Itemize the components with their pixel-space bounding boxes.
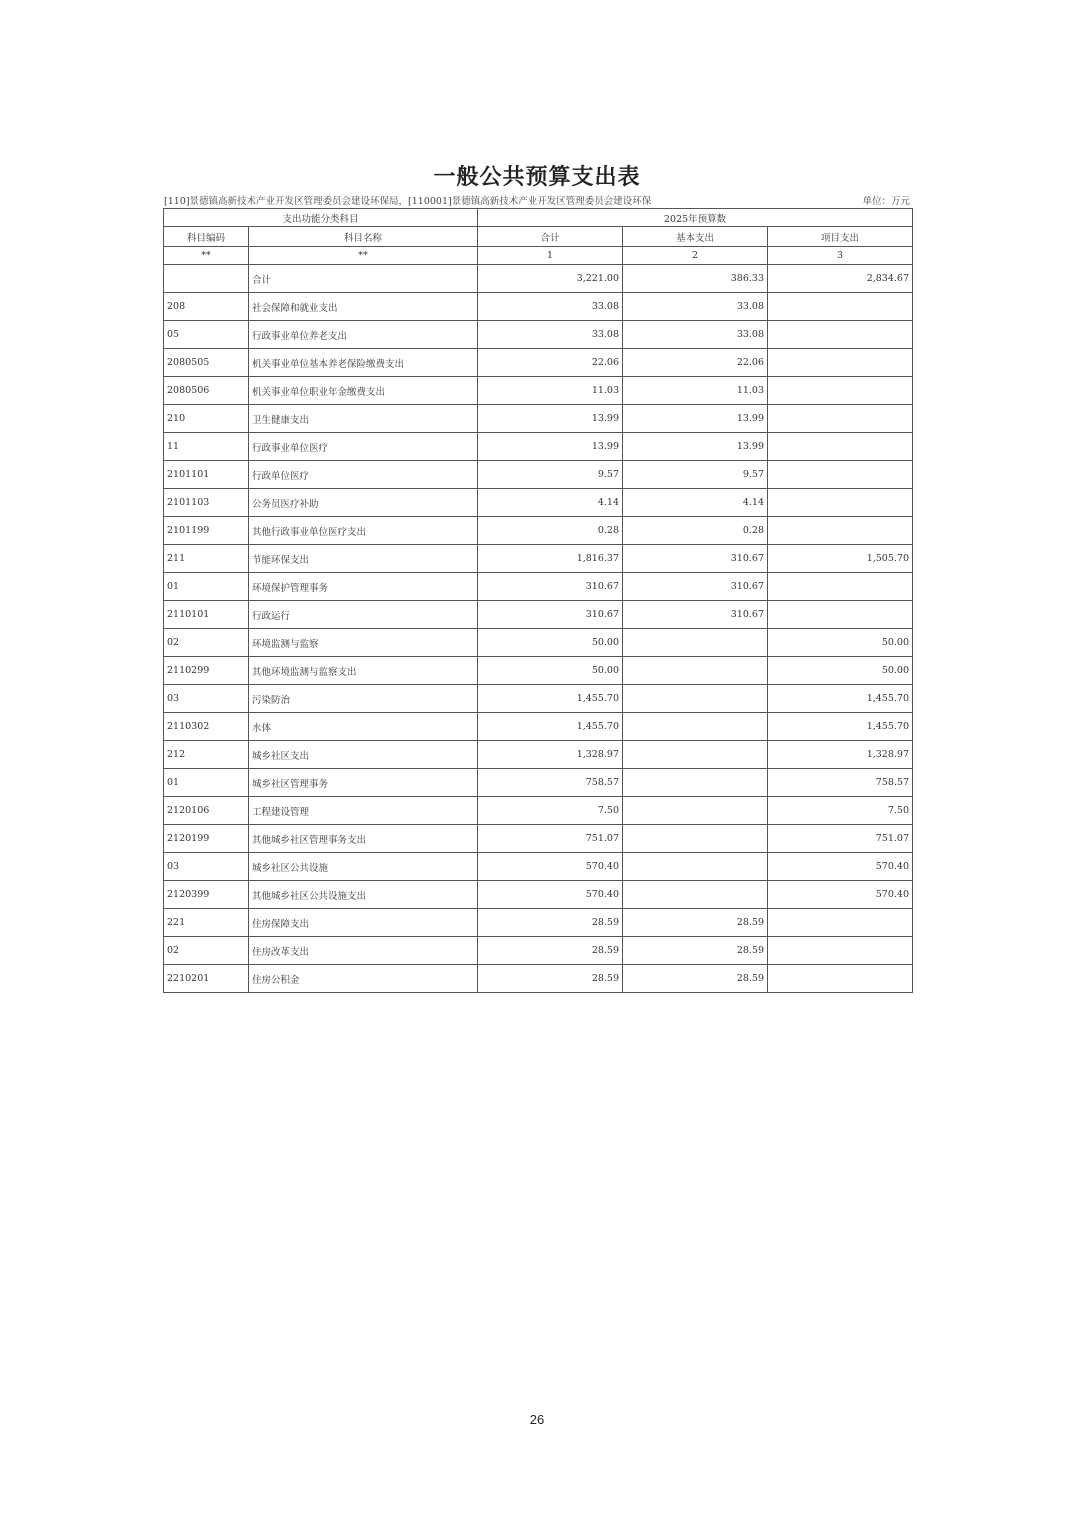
budget-expenditure-table xyxy=(163,208,913,993)
code-cell: 03 xyxy=(164,853,249,881)
code-cell: 2120399 xyxy=(164,881,249,909)
basic-cell xyxy=(623,657,768,685)
table-row xyxy=(164,937,913,965)
name-cell: 节能环保支出 xyxy=(249,545,478,573)
total-cell: 0.28 xyxy=(478,517,623,545)
total-cell: 310.67 xyxy=(478,601,623,629)
unit-label: 单位：万元 xyxy=(862,196,910,207)
name-cell: 合计 xyxy=(249,265,478,293)
name-cell: 社会保障和就业支出 xyxy=(249,293,478,321)
project-cell xyxy=(768,573,913,601)
total-cell: 33.08 xyxy=(478,321,623,349)
basic-cell: 310.67 xyxy=(623,545,768,573)
name-cell: 机关事业单位职业年金缴费支出 xyxy=(249,377,478,405)
table-row xyxy=(164,685,913,713)
total-cell: 13.99 xyxy=(478,433,623,461)
table-row xyxy=(164,825,913,853)
basic-cell: 28.59 xyxy=(623,909,768,937)
header-group-functional-classification: 支出功能分类科目 xyxy=(164,209,478,227)
project-cell xyxy=(768,965,913,993)
basic-cell: 22.06 xyxy=(623,349,768,377)
table-row xyxy=(164,965,913,993)
total-cell: 570.40 xyxy=(478,853,623,881)
header-name: 科目名称 xyxy=(249,227,478,247)
code-cell: 02 xyxy=(164,629,249,657)
code-cell: 01 xyxy=(164,769,249,797)
basic-cell: 0.28 xyxy=(623,517,768,545)
name-cell: 行政事业单位养老支出 xyxy=(249,321,478,349)
total-cell: 50.00 xyxy=(478,657,623,685)
project-cell xyxy=(768,433,913,461)
basic-cell: 386.33 xyxy=(623,265,768,293)
total-cell: 4.14 xyxy=(478,489,623,517)
total-cell: 758.57 xyxy=(478,769,623,797)
name-cell: 机关事业单位基本养老保险缴费支出 xyxy=(249,349,478,377)
name-cell: 其他城乡社区管理事务支出 xyxy=(249,825,478,853)
page-title: 一般公共预算支出表 xyxy=(433,164,641,190)
basic-cell xyxy=(623,853,768,881)
basic-cell: 310.67 xyxy=(623,601,768,629)
total-cell: 28.59 xyxy=(478,937,623,965)
name-cell: 卫生健康支出 xyxy=(249,405,478,433)
project-cell xyxy=(768,321,913,349)
basic-cell: 28.59 xyxy=(623,937,768,965)
code-cell: 212 xyxy=(164,741,249,769)
code-cell: 03 xyxy=(164,685,249,713)
name-cell: 污染防治 xyxy=(249,685,478,713)
table-row xyxy=(164,433,913,461)
project-cell: 50.00 xyxy=(768,629,913,657)
code-cell: 208 xyxy=(164,293,249,321)
header-code: 科目编码 xyxy=(164,227,249,247)
total-cell: 9.57 xyxy=(478,461,623,489)
code-cell: 2110302 xyxy=(164,713,249,741)
table-row xyxy=(164,657,913,685)
basic-cell: 13.99 xyxy=(623,405,768,433)
code-cell: 210 xyxy=(164,405,249,433)
table-row xyxy=(164,629,913,657)
basic-cell: 11.03 xyxy=(623,377,768,405)
table-row xyxy=(164,853,913,881)
organization-label: [110]景德镇高新技术产业开发区管理委员会建设环保局，[110001]景德镇高新技术产业开发区管理委员会建设环保 xyxy=(164,196,652,207)
header-column-row xyxy=(164,227,913,247)
table-row xyxy=(164,405,913,433)
project-cell xyxy=(768,909,913,937)
header-group-row xyxy=(164,209,913,227)
project-cell xyxy=(768,937,913,965)
table-row xyxy=(164,713,913,741)
header-basic: 基本支出 xyxy=(623,227,768,247)
table-row xyxy=(164,909,913,937)
name-cell: 环境保护管理事务 xyxy=(249,573,478,601)
total-cell: 1,455.70 xyxy=(478,685,623,713)
code-cell: 2101101 xyxy=(164,461,249,489)
project-cell xyxy=(768,377,913,405)
table-row xyxy=(164,349,913,377)
project-cell: 751.07 xyxy=(768,825,913,853)
project-cell: 1,455.70 xyxy=(768,685,913,713)
total-cell: 50.00 xyxy=(478,629,623,657)
basic-cell: 9.57 xyxy=(623,461,768,489)
code-cell: 2110101 xyxy=(164,601,249,629)
table-row xyxy=(164,321,913,349)
name-cell: 环境监测与监察 xyxy=(249,629,478,657)
code-cell: 2120199 xyxy=(164,825,249,853)
table-row xyxy=(164,461,913,489)
code-cell xyxy=(164,265,249,293)
project-cell xyxy=(768,293,913,321)
table-body xyxy=(164,265,913,993)
total-cell: 1,816.37 xyxy=(478,545,623,573)
basic-cell xyxy=(623,741,768,769)
table-row xyxy=(164,265,913,293)
code-cell: 211 xyxy=(164,545,249,573)
code-cell: 01 xyxy=(164,573,249,601)
name-cell: 行政运行 xyxy=(249,601,478,629)
total-cell: 33.08 xyxy=(478,293,623,321)
header-basic-index: 2 xyxy=(623,247,768,265)
name-cell: 公务员医疗补助 xyxy=(249,489,478,517)
basic-cell: 310.67 xyxy=(623,573,768,601)
project-cell: 2,834.67 xyxy=(768,265,913,293)
header-project-index: 3 xyxy=(768,247,913,265)
basic-cell xyxy=(623,629,768,657)
table-row xyxy=(164,377,913,405)
project-cell xyxy=(768,349,913,377)
total-cell: 7.50 xyxy=(478,797,623,825)
name-cell: 住房公积金 xyxy=(249,965,478,993)
code-cell: 2080506 xyxy=(164,377,249,405)
basic-cell xyxy=(623,797,768,825)
basic-cell xyxy=(623,685,768,713)
name-cell: 城乡社区公共设施 xyxy=(249,853,478,881)
code-cell: 2101103 xyxy=(164,489,249,517)
code-cell: 2110299 xyxy=(164,657,249,685)
name-cell: 工程建设管理 xyxy=(249,797,478,825)
basic-cell: 33.08 xyxy=(623,293,768,321)
basic-cell xyxy=(623,881,768,909)
project-cell: 570.40 xyxy=(768,881,913,909)
name-cell: 城乡社区管理事务 xyxy=(249,769,478,797)
total-cell: 11.03 xyxy=(478,377,623,405)
name-cell: 水体 xyxy=(249,713,478,741)
project-cell: 1,505.70 xyxy=(768,545,913,573)
basic-cell: 28.59 xyxy=(623,965,768,993)
table-row xyxy=(164,545,913,573)
project-cell: 50.00 xyxy=(768,657,913,685)
name-cell: 其他行政事业单位医疗支出 xyxy=(249,517,478,545)
total-cell: 570.40 xyxy=(478,881,623,909)
total-cell: 1,328.97 xyxy=(478,741,623,769)
header-total-index: 1 xyxy=(478,247,623,265)
code-cell: 2120106 xyxy=(164,797,249,825)
code-cell: 11 xyxy=(164,433,249,461)
project-cell xyxy=(768,461,913,489)
project-cell xyxy=(768,489,913,517)
total-cell: 28.59 xyxy=(478,965,623,993)
table-row xyxy=(164,601,913,629)
total-cell: 13.99 xyxy=(478,405,623,433)
basic-cell xyxy=(623,825,768,853)
name-cell: 其他环境监测与监察支出 xyxy=(249,657,478,685)
basic-cell: 4.14 xyxy=(623,489,768,517)
total-cell: 3,221.00 xyxy=(478,265,623,293)
table-row xyxy=(164,881,913,909)
project-cell: 1,455.70 xyxy=(768,713,913,741)
table-row xyxy=(164,293,913,321)
table-row xyxy=(164,573,913,601)
table-row xyxy=(164,769,913,797)
code-cell: 221 xyxy=(164,909,249,937)
table-caption-line xyxy=(164,193,912,208)
header-index-row xyxy=(164,247,913,265)
basic-cell xyxy=(623,713,768,741)
code-cell: 02 xyxy=(164,937,249,965)
table-row xyxy=(164,797,913,825)
table-row xyxy=(164,741,913,769)
header-code-index: ** xyxy=(164,247,249,265)
header-name-index: ** xyxy=(249,247,478,265)
total-cell: 22.06 xyxy=(478,349,623,377)
name-cell: 住房保障支出 xyxy=(249,909,478,937)
header-project: 项目支出 xyxy=(768,227,913,247)
header-group-budget-2025: 2025年预算数 xyxy=(478,209,913,227)
name-cell: 行政事业单位医疗 xyxy=(249,433,478,461)
project-cell xyxy=(768,405,913,433)
total-cell: 751.07 xyxy=(478,825,623,853)
page-number: 26 xyxy=(529,1412,545,1427)
header-total: 合计 xyxy=(478,227,623,247)
project-cell: 7.50 xyxy=(768,797,913,825)
name-cell: 城乡社区支出 xyxy=(249,741,478,769)
basic-cell xyxy=(623,769,768,797)
name-cell: 其他城乡社区公共设施支出 xyxy=(249,881,478,909)
project-cell: 1,328.97 xyxy=(768,741,913,769)
name-cell: 行政单位医疗 xyxy=(249,461,478,489)
table-row xyxy=(164,517,913,545)
total-cell: 310.67 xyxy=(478,573,623,601)
basic-cell: 33.08 xyxy=(623,321,768,349)
table-row xyxy=(164,489,913,517)
code-cell: 2101199 xyxy=(164,517,249,545)
total-cell: 1,455.70 xyxy=(478,713,623,741)
code-cell: 2080505 xyxy=(164,349,249,377)
project-cell xyxy=(768,517,913,545)
project-cell xyxy=(768,601,913,629)
total-cell: 28.59 xyxy=(478,909,623,937)
project-cell: 758.57 xyxy=(768,769,913,797)
name-cell: 住房改革支出 xyxy=(249,937,478,965)
code-cell: 05 xyxy=(164,321,249,349)
code-cell: 2210201 xyxy=(164,965,249,993)
project-cell: 570.40 xyxy=(768,853,913,881)
basic-cell: 13.99 xyxy=(623,433,768,461)
